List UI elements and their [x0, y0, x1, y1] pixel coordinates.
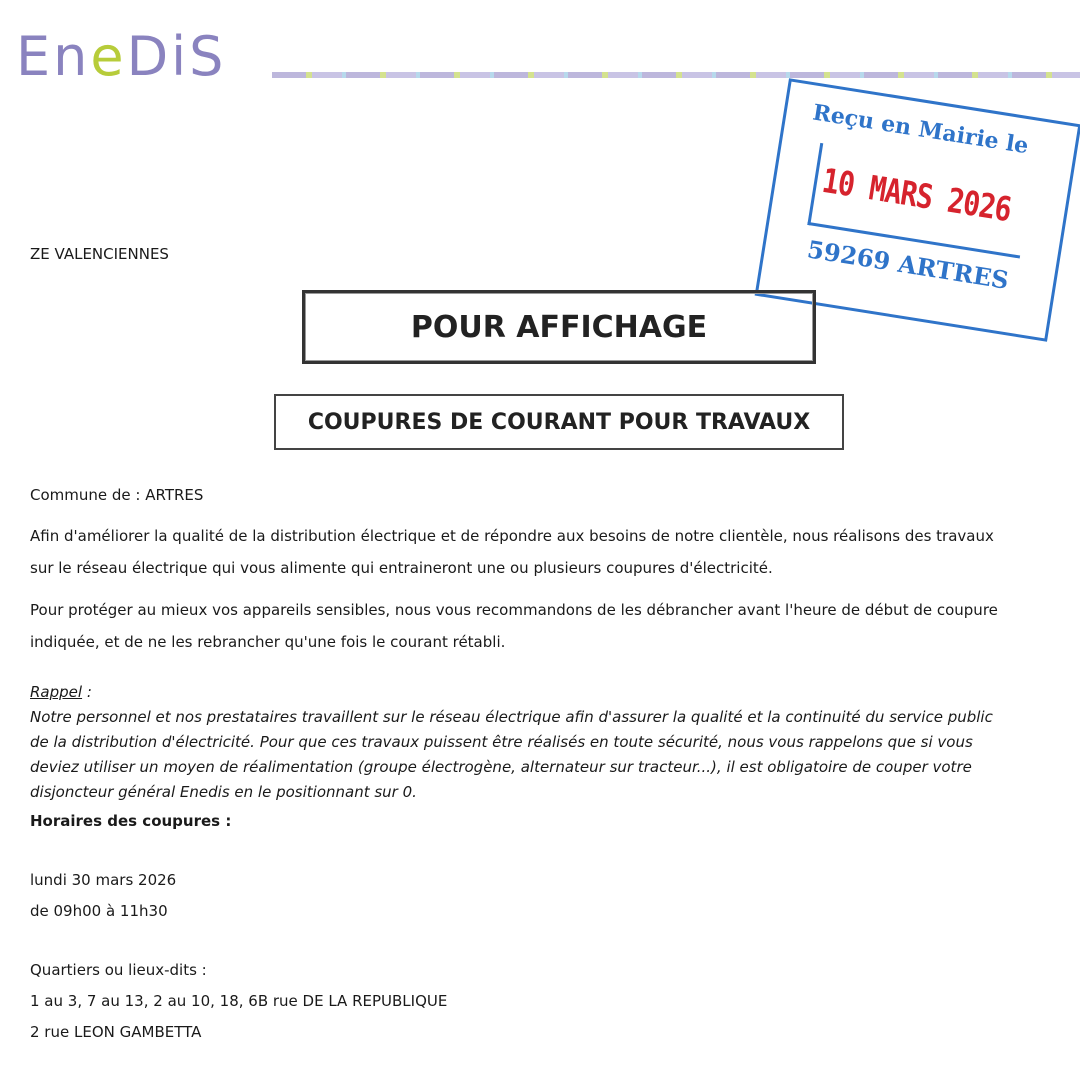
page-subtitle: COUPURES DE COURANT POUR TRAVAUX: [307, 409, 811, 435]
para2-line2: indiquée, et de ne les rebrancher qu'une fois le courant rétabli.: [30, 633, 506, 651]
commune-line: Commune de : ARTRES: [30, 486, 204, 504]
title-box: [302, 290, 816, 364]
rappel-line: deviez utiliser un moyen de réalimentation (groupe électrogène, alternateur sur tracteur...), il est obligatoire de couper votre: [30, 758, 972, 776]
schedule-time: de 09h00 à 11h30: [30, 902, 168, 920]
stamp-commune: 59269 ARTRES: [805, 234, 1011, 295]
stamp-received-text: Reçu en Mairie le: [810, 99, 1031, 160]
para2-line1: Pour protéger au mieux vos appareils sensibles, nous vous recommandons de les débrancher avant l'heure de début de coupure: [30, 601, 998, 619]
header-rule: [272, 72, 1080, 78]
rappel-label: Rappel: [30, 683, 83, 701]
zone-label: ZE VALENCIENNES: [30, 245, 169, 263]
para1-line2: sur le réseau électrique qui vous alimente qui entraineront une ou plusieurs coupures d'électricité.: [30, 559, 773, 577]
location-item: 1 au 3, 7 au 13, 2 au 10, 18, 6B rue DE LA REPUBLIQUE: [30, 992, 448, 1010]
horaires-heading: Horaires des coupures :: [30, 812, 232, 830]
para1-line1: Afin d'améliorer la qualité de la distribution électrique et de répondre aux besoins de notre clientèle, nous réalisons des travaux: [30, 527, 994, 545]
quartiers-heading: Quartiers ou lieux-dits :: [30, 961, 207, 979]
page-title: POUR AFFICHAGE: [410, 309, 708, 345]
rappel-line: disjoncteur général Enedis en le positionnant sur 0.: [30, 783, 417, 801]
stamp-date: 10 MARS 2026: [819, 160, 1014, 230]
location-item: 2 rue LEON GAMBETTA: [30, 1023, 202, 1041]
rappel-line: Notre personnel et nos prestataires travaillent sur le réseau électrique afin d'assurer la qualité et la continuité du service public: [30, 708, 993, 726]
rappel-line: de la distribution d'électricité. Pour que ces travaux puissent être réalisés en toute sécurité, nous vous rappelons que si vous: [30, 733, 973, 751]
enedis-logo: EneDiS: [16, 25, 227, 88]
schedule-date: lundi 30 mars 2026: [30, 871, 177, 889]
rappel-block: Rappel : Notre personnel et nos prestataires travaillent sur le réseau électrique afin d'assurer la qualité et la continuité du service public de la distribution d'électricité. Pour que ces travaux puissent être réalisés en toute sécurité, nous vous rappelons que si vous deviez utiliser un moyen de réalimentation (groupe électrogène, alternateur sur tracteur...), il est obligatoire de couper votre disjoncteur général Enedis en le positionnant sur 0.: [30, 680, 1060, 805]
subtitle-box: [274, 394, 844, 450]
